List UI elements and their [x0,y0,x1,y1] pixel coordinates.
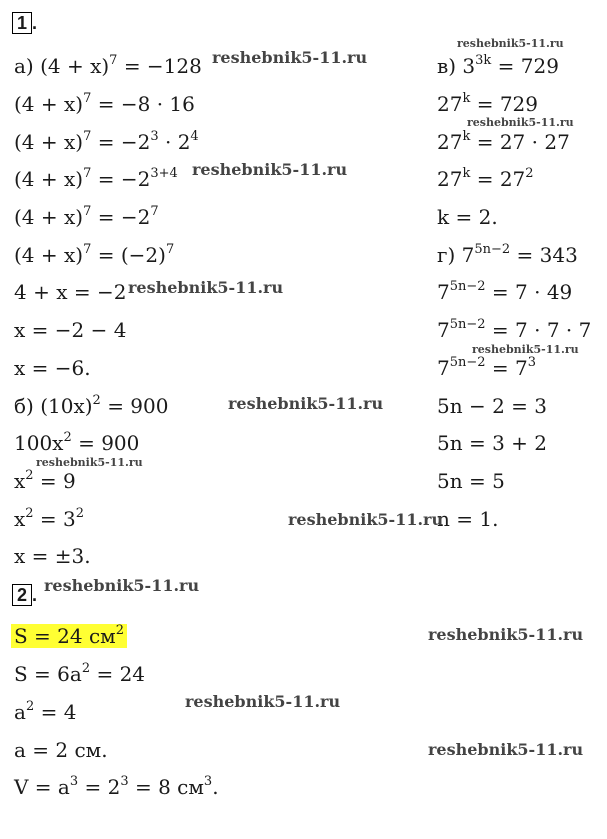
watermark: reshebnik5-11.ru [288,510,444,529]
eq-a-9: x = −6. [14,356,91,380]
eq-g-1: г) $7^{5n-2} = 343$ [437,242,578,267]
eq-v-3: 27$^k$ = 27 · 27 [437,129,570,154]
watermark: reshebnik5-11.ru [192,160,348,179]
eq-v-1: в) $3^{3k} = 729$ [437,53,559,78]
watermark: reshebnik5-11.ru [36,456,143,469]
eq-b-3: $x^2 = 9$ [14,468,76,493]
eq-g-2: $7^{5n-2} = 7 \cdot 49$ [437,279,573,304]
watermark: reshebnik5-11.ru [44,576,200,595]
highlighted-given: S = 24 $см^2$ [11,624,127,648]
eq-v-5: k = 2. [437,205,498,229]
watermark: reshebnik5-11.ru [428,740,584,759]
eq-g-4: $7^{5n-2} = 7^3$ [437,355,537,380]
eq-g-8: n = 1. [437,507,499,531]
eq-2-2: $S = 6a^2 = 24$ [14,661,146,686]
watermark: reshebnik5-11.ru [457,37,564,50]
eq-2-4: a = 2 см. [14,738,108,762]
watermark: reshebnik5-11.ru [472,343,579,356]
eq-2-5: $V = a^3 = 2^3 = 8$ $см^3$. [14,774,219,799]
eq-b-5: x = ±3. [14,544,91,568]
eq-2-3: $a^2 = 4$ [14,699,77,724]
eq-g-6: 5n = 3 + 2 [437,431,547,455]
eq-v-4: $27^k = 27^2$ [437,166,534,191]
eq-g-5: 5n − 2 = 3 [437,394,547,418]
task-number-1: 1 . [12,12,37,34]
task-number-2: 2 . [12,584,37,606]
eq-a-2: $(4 + x)^7 = -8 \cdot 16$ [14,91,195,116]
watermark: reshebnik5-11.ru [212,48,368,67]
eq-g-3: $7^{5n-2} = 7 \cdot 7 \cdot 7$ [437,317,592,342]
watermark: reshebnik5-11.ru [185,692,341,711]
eq-a-5: $(4 + x)^7 = -2^7$ [14,204,159,229]
watermark: reshebnik5-11.ru [467,116,574,129]
eq-b-1: б) $(10x)^2 = 900$ [14,393,169,418]
eq-b-4: $x^2 = 3^2$ [14,506,85,531]
eq-b-2: $100x^2 = 900$ [14,430,140,455]
eq-a-1: а) $(4 + x)^7 = -128$ [14,53,202,78]
eq-v-2: 27$^k$ = 729 [437,91,538,116]
eq-a-6: $(4 + x)^7 = (-2)^7$ [14,242,175,267]
watermark: reshebnik5-11.ru [428,625,584,644]
eq-2-1 [11,624,127,648]
eq-a-3: $(4 + x)^7 = -2^3 \cdot 2^4$ [14,129,199,154]
eq-a-4: $(4 + x)^7 = -2^{3+4}$ [14,166,178,191]
eq-a-8: x = −2 − 4 [14,318,127,342]
watermark: reshebnik5-11.ru [128,278,284,297]
watermark: reshebnik5-11.ru [228,394,384,413]
eq-g-7: 5n = 5 [437,469,505,493]
eq-a-7: 4 + x = −2 [14,280,127,304]
